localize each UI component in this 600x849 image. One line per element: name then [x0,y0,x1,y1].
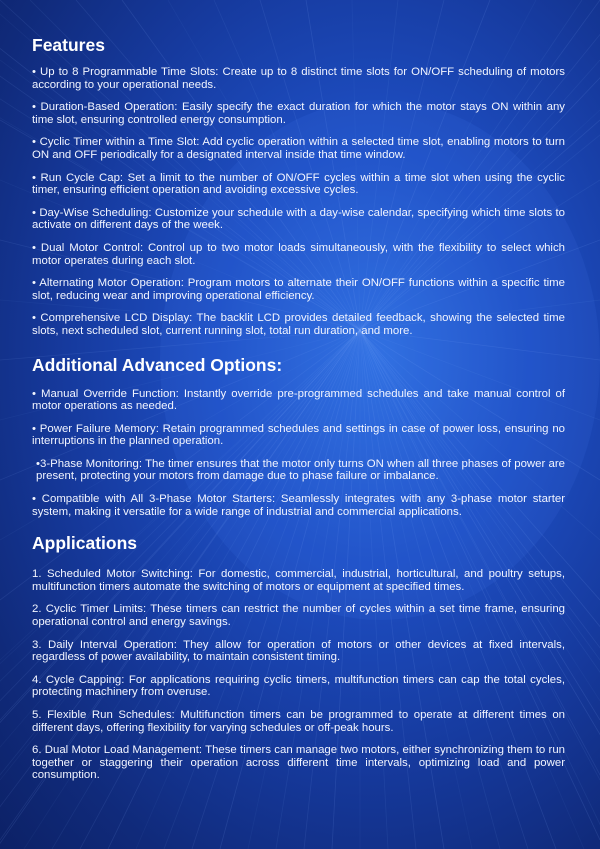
feature-item: • Alternating Motor Operation: Program motors to alternate their ON/OFF functions within a specific time slot, reducing wear and improving operational efficiency. [32,277,565,302]
application-item: 5. Flexible Run Schedules: Multifunction timers can be programmed to operate at different times on different days, offering flexibility for varying schedules or off-peak hours. [32,709,565,734]
feature-item: • Dual Motor Control: Control up to two motor loads simultaneously, with the flexibility to select which motor operates during each slot. [32,241,565,267]
advanced-option-item: • Power Failure Memory: Retain programmed schedules and settings in case of power loss, ensuring no interruptions in the planned operation. [32,422,565,448]
feature-item: • Up to 8 Programmable Time Slots: Create up to 8 distinct time slots for ON/OFF scheduling of motors according to your operational needs. [32,66,565,91]
applications-section [32,532,565,782]
advanced-option-item: • Compatible with All 3-Phase Motor Starters: Seamlessly integrates with any 3-phase motor starter system, making it versatile for a wide range of industrial and commercial applications. [32,493,565,518]
features-heading: Features [32,35,105,55]
application-item: 2. Cyclic Timer Limits: These timers can restrict the number of cycles within a set time frame, ensuring operational control and energy savings. [32,603,565,629]
application-item: 1. Scheduled Motor Switching: For domestic, commercial, industrial, horticultural, and poultry setups, multifunction timers automate the switching of motors or equipment at specified times. [32,568,565,593]
advanced-options-heading: Additional Advanced Options: [32,354,283,375]
feature-item: • Cyclic Timer within a Time Slot: Add cyclic operation within a selected time slot, enabling motors to turn ON and OFF periodically for a designated interval inside that time window. [32,136,565,161]
feature-item: • Comprehensive LCD Display: The backlit LCD provides detailed feedback, showing the selected time slots, next scheduled slot, current running slot, total run duration, and more. [32,312,565,337]
feature-item: • Duration-Based Operation: Easily specify the exact duration for which the motor stays ON within any time slot, ensuring controlled energy consumption. [32,101,565,126]
feature-item: • Day-Wise Scheduling: Customize your schedule with a day-wise calendar, specifying which time slots to activate on different days of the week. [32,206,565,232]
advanced-options-section [32,354,565,519]
advanced-option-item: • Manual Override Function: Instantly override pre-programmed schedules and take manual control of motor operations as needed. [32,387,565,413]
application-item: 4. Cycle Capping: For applications requiring cyclic timers, multifunction timers can cap the total cycles, protecting machinery from overuse. [32,673,565,699]
applications-heading: Applications [32,533,138,554]
brochure-page [32,34,565,792]
advanced-option-item: •3-Phase Monitoring: The timer ensures that the motor only turns ON when all three phases of power are present, protecting your motors from damage due to phase failure or imbalance. [36,457,565,483]
features-section [32,34,565,338]
application-item: 3. Daily Interval Operation: They allow for operation of motors or other devices at fixed intervals, regardless of power availability, to maintain consistent timing. [32,638,565,664]
feature-item: • Run Cycle Cap: Set a limit to the number of ON/OFF cycles within a time slot when using the cyclic timer, ensuring efficient operation and avoiding excessive cycles. [32,171,565,197]
application-item: 6. Dual Motor Load Management: These timers can manage two motors, either synchronizing them to run together or staggering their operation across different time intervals, optimizing load and power consumption. [32,744,565,782]
